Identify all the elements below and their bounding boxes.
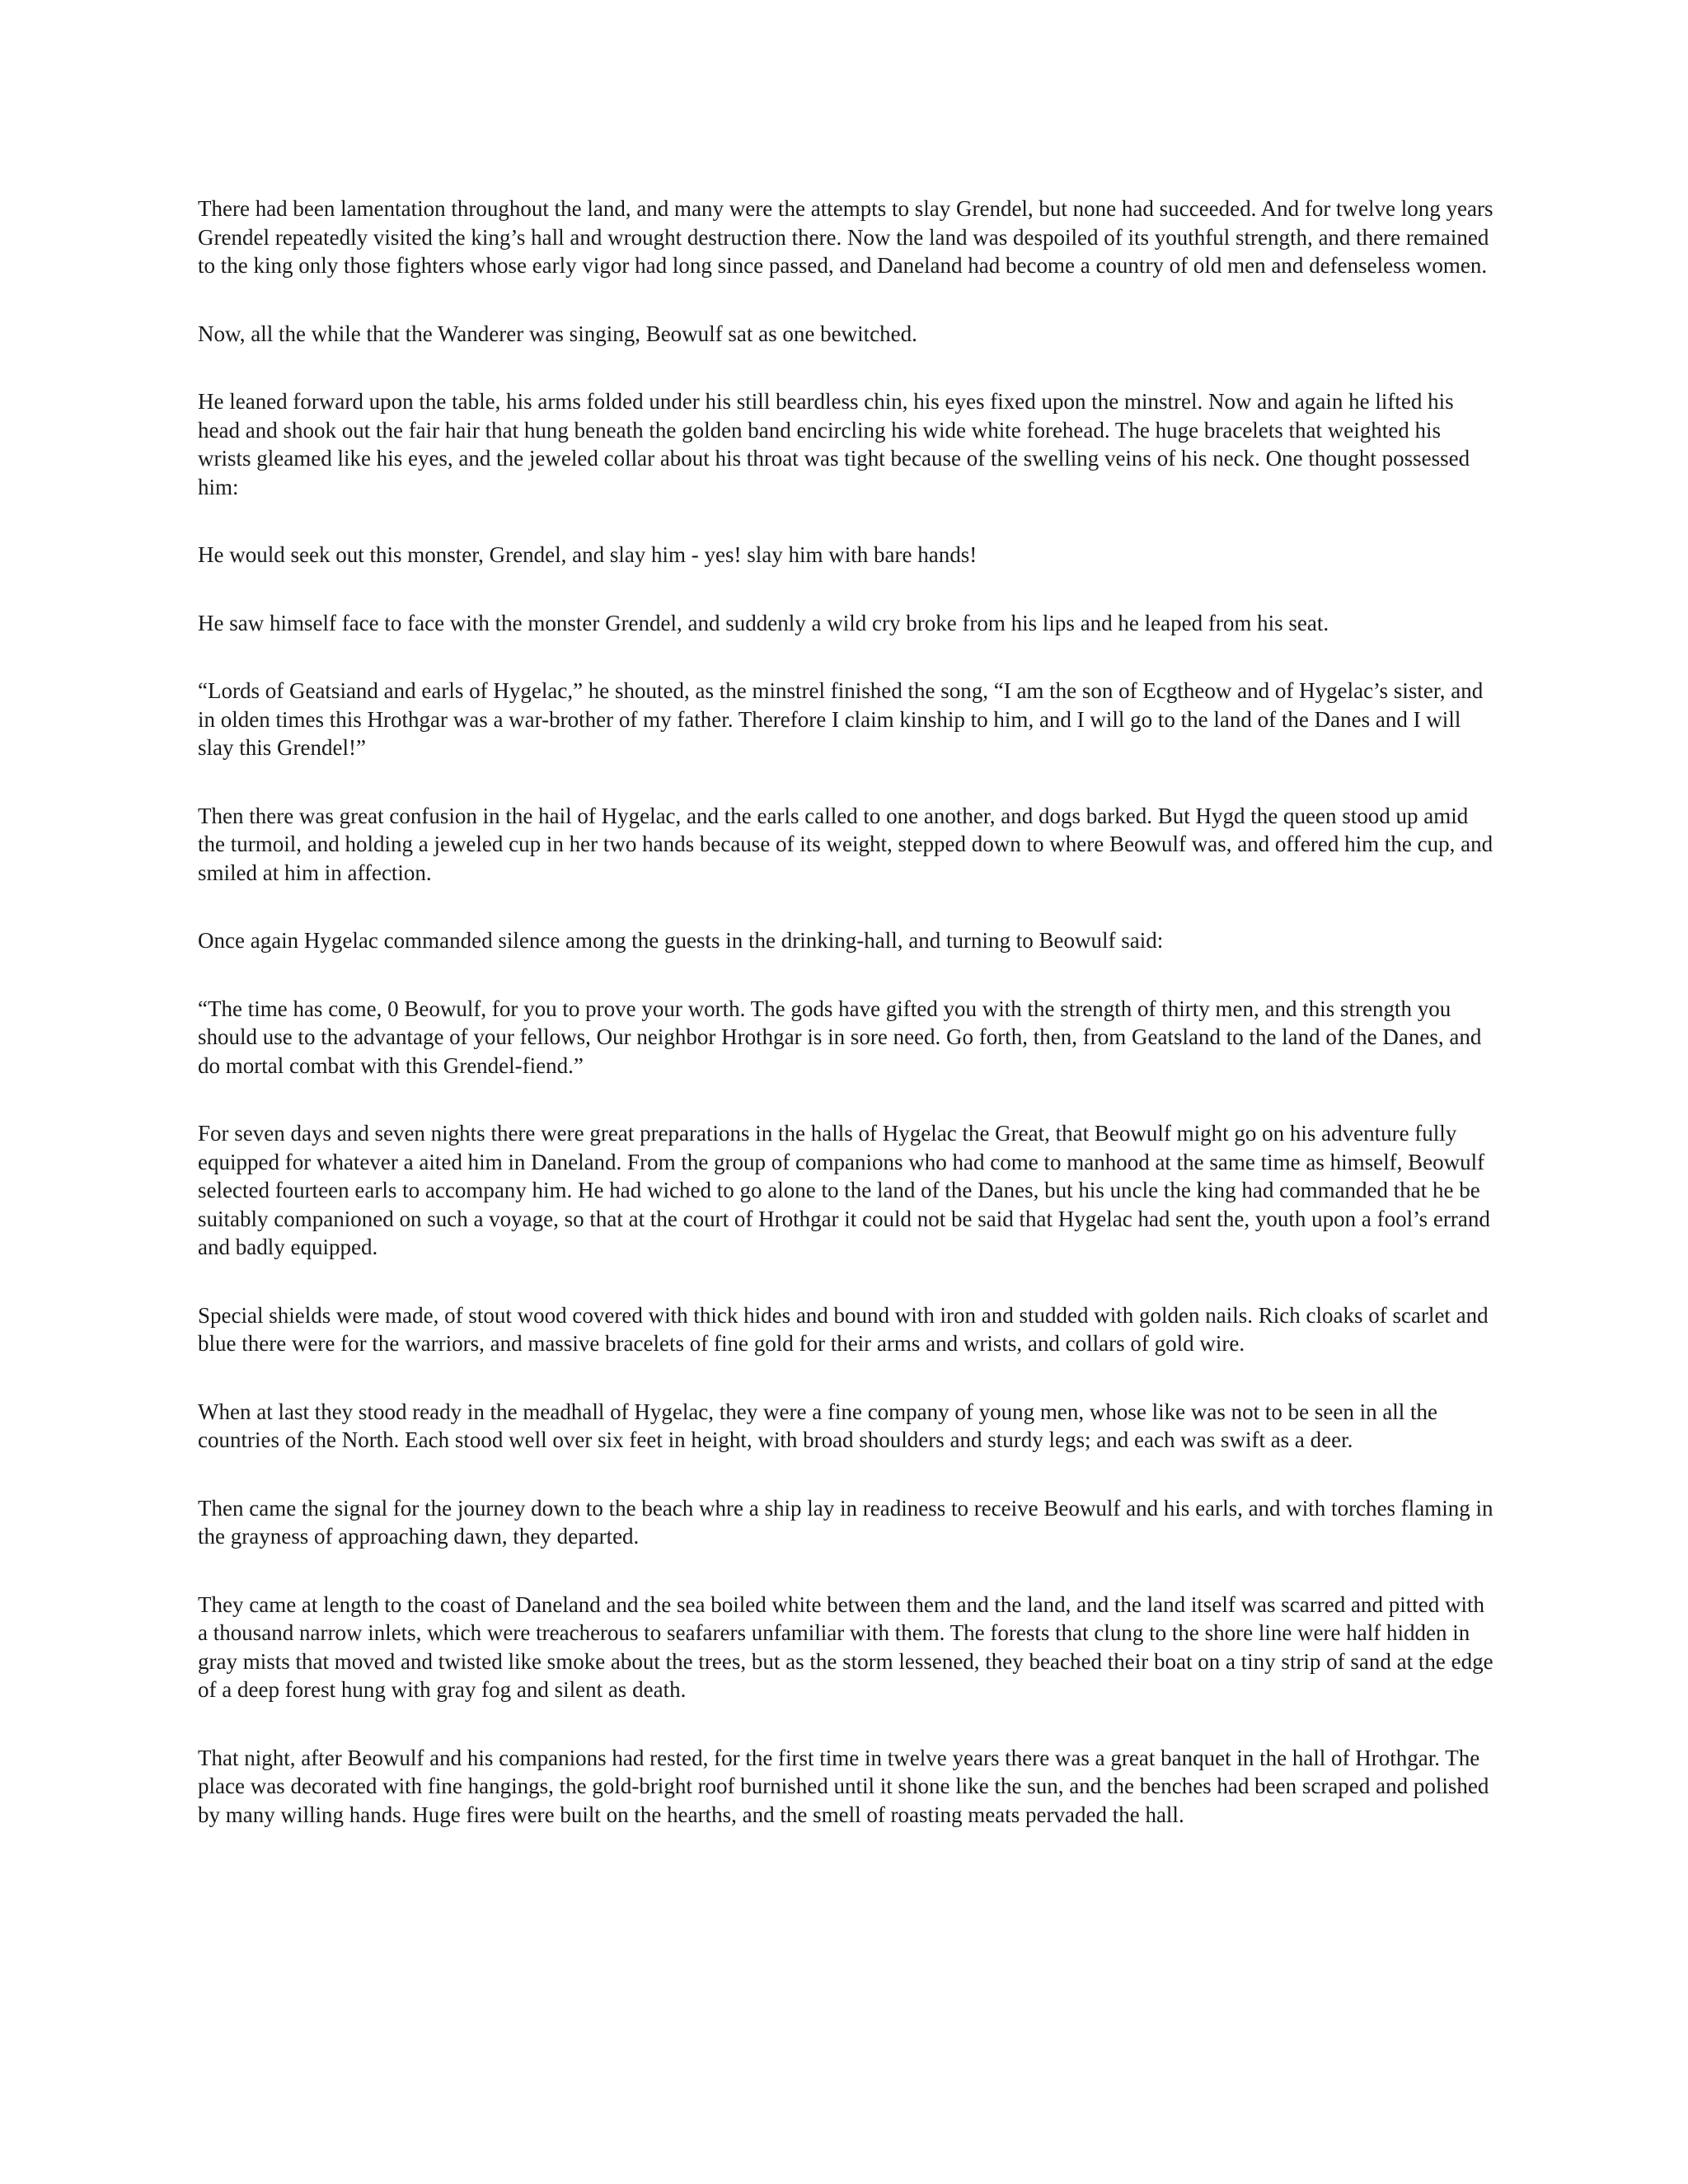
paragraph: “Lords of Geatsiand and earls of Hygelac,” he shouted, as the minstrel finished the song, “I am the son of Ecgtheow and of Hygelac’s sister, and in olden times this Hrothgar was a war-brother of my father. Therefore I claim kinship to him, and I will go to the land of the Danes and I will slay this Grendel!” [198, 678, 1484, 760]
paragraph: He would seek out this monster, Grendel, and slay him - yes! slay him with bare hands! [198, 542, 978, 567]
paragraph: He saw himself face to face with the monster Grendel, and suddenly a wild cry broke from his lips and he leaped from his seat. [198, 610, 1329, 635]
paragraph: Then there was great confusion in the hail of Hygelac, and the earls called to one another, and dogs barked. But Hygd the queen stood up amid the turmoil, and holding a jeweled cup in her two hands because of its weight, stepped down to where Beowulf was, and offered him the cup, and smiled at him in affection. [198, 803, 1493, 885]
paragraph: He leaned forward upon the table, his arms folded under his still beardless chin, his eyes fixed upon the minstrel. Now and again he lifted his head and shook out the fair hair that hung beneath the golden band encircling his wide white forehead. The huge bracelets that weighted his wrists gleamed like his eyes, and the jeweled collar about his throat was tight because of the swelling veins of his neck. One thought possessed him: [198, 389, 1470, 499]
paragraph: Special shields were made, of stout wood covered with thick hides and bound with iron and studded with golden nails. Rich cloaks of scarlet and blue there were for the warriors, and massive bracelets of fine gold for their arms and wrists, and collars of gold wire. [198, 1302, 1489, 1356]
paragraph: “The time has come, 0 Beowulf, for you to prove your worth. The gods have gifted you with the strength of thirty men, and this strength you should use to the advantage of your fellows, Our neighbor Hrothgar is in sore need. Go forth, then, from Geatsland to the land of the Danes, and do mortal combat with this Grendel-fiend.” [198, 996, 1482, 1078]
paragraph: They came at length to the coast of Daneland and the sea boiled white between them and the land, and the land itself was scarred and pitted with a thousand narrow inlets, which were treacherous to seafarers unfamiliar with them. The forests that clung to the shore line were half hidden in gray mists that moved and twisted like smoke about the trees, but as the storm lessened, they beached their boat on a tiny strip of sand at the edge of a deep forest hung with gray fog and silent as death. [198, 1591, 1493, 1702]
paragraph: Once again Hygelac commanded silence among the guests in the drinking-hall, and turning to Beowulf said: [198, 928, 1164, 953]
paragraph: For seven days and seven nights there were great preparations in the halls of Hygelac the Great, that Beowulf might go on his adventure fully equipped for whatever a aited him in Daneland. From the group of companions who had come to manhood at the same time as himself, Beowulf selected fourteen earls to accompany him. He had wiched to go alone to the land of the Danes, but his uncle the king had commanded that he be suitably companioned on such a voyage, so that at the court of Hrothgar it could not be said that Hygelac had sent the, youth upon a fool’s errand and badly equipped. [198, 1121, 1490, 1259]
document-page [198, 194, 1498, 1868]
paragraph: When at last they stood ready in the meadhall of Hygelac, they were a fine company of young men, whose like was not to be seen in all the countries of the North. Each stood well over six feet in height, with broad shoulders and sturdy legs; and each was swift as a deer. [198, 1399, 1438, 1452]
paragraph: That night, after Beowulf and his companions had rested, for the first time in twelve years there was a great banquet in the hall of Hrothgar. The place was decorated with fine hangings, the gold-bright roof burnished until it shone like the sun, and the benches had been scraped and polished by many willing hands. Huge fires were built on the hearths, and the smell of roasting meats pervaded the hall. [198, 1745, 1489, 1827]
paragraph: Now, all the while that the Wanderer was singing, Beowulf sat as one bewitched. [198, 321, 917, 346]
paragraph: Then came the signal for the journey down to the beach whre a ship lay in readiness to receive Beowulf and his earls, and with torches flaming in the grayness of approaching dawn, they departed. [198, 1495, 1493, 1549]
paragraph: There had been lamentation throughout the land, and many were the attempts to slay Grendel, but none had succeeded. And for twelve long years Grendel repeatedly visited the king’s hall and wrought destruction there. Now the land was despoiled of its youthful strength, and there remained to the king only those fighters whose early vigor had long since passed, and Daneland had become a country of old men and defenseless women. [198, 196, 1493, 278]
